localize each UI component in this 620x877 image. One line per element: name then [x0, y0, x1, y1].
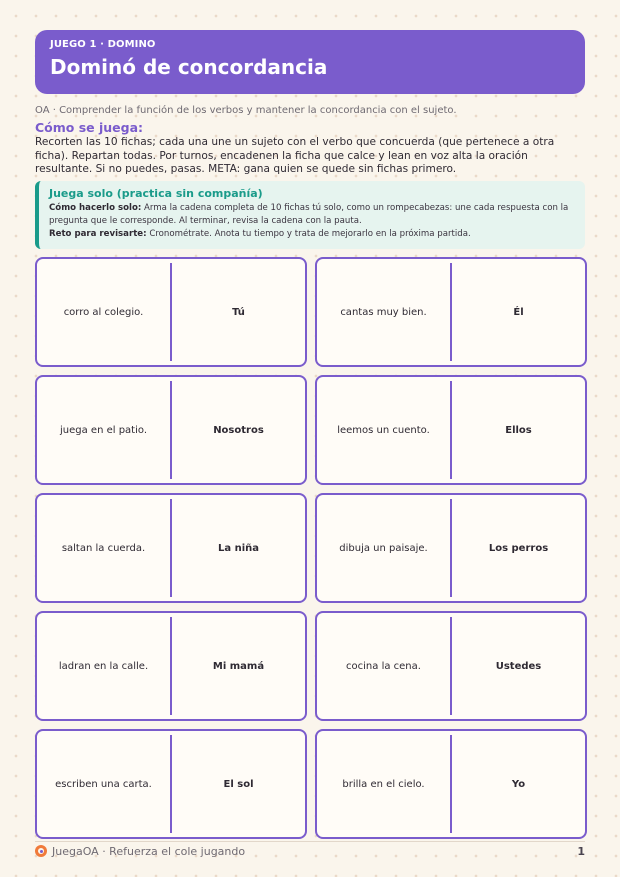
domino-tile	[35, 729, 307, 839]
domino-tile	[35, 257, 307, 367]
domino-tile	[315, 375, 587, 485]
tile-phrase: ladran en la calle.	[58, 660, 149, 672]
how-to-text: Recorten las 10 fichas; cada una une un sujeto con el verbo que concuerda (que pertenece a otra ficha). Repartan todas. Por turnos, encadenen la ficha que calce y lean en voz alta la oración resultante. Si no puedes, pasas. META: gana quien se quede sin fichas primero.	[35, 136, 555, 176]
domino-tile	[315, 257, 587, 367]
domino-tile	[315, 493, 587, 603]
solo-callout	[35, 181, 585, 249]
tile-subject: Yo	[511, 778, 526, 790]
footer-brand: JuegaOA · Refuerza el cole jugando	[52, 844, 246, 858]
tile-phrase: brilla en el cielo.	[342, 778, 425, 790]
how-to-heading: Cómo se juega:	[35, 120, 144, 135]
game-eyebrow: JUEGO 1 · DOMINO	[50, 39, 156, 50]
page-number: 1	[577, 844, 585, 858]
domino-grid	[35, 257, 586, 839]
domino-tile	[315, 729, 587, 839]
solo-title: Juega solo (practica sin compañía)	[49, 187, 263, 200]
tile-subject: El sol	[223, 778, 254, 790]
tile-phrase: cocina la cena.	[346, 660, 421, 672]
tile-phrase: leemos un cuento.	[337, 424, 430, 436]
tile-subject: Los perros	[488, 542, 549, 554]
tile-phrase: escriben una carta.	[55, 778, 152, 790]
tile-subject: Ellos	[505, 424, 532, 436]
tile-phrase: corro al colegio.	[63, 306, 144, 318]
solo-challenge-label: Reto para revisarte:	[49, 229, 147, 239]
domino-tile	[35, 375, 307, 485]
footer-divider	[35, 841, 585, 842]
header-banner	[35, 30, 585, 94]
solo-how-text: Arma la cadena completa de 10 fichas tú solo, como un rompecabezas: une cada respuesta con la pregunta que le corresponde. Al terminar, revisa la cadena con la pauta.	[49, 203, 569, 226]
objective-text: OA · Comprender la función de los verbos y mantener la concordancia con el sujeto.	[35, 105, 457, 116]
domino-tile	[35, 611, 307, 721]
solo-challenge-line	[49, 228, 575, 241]
tile-phrase: dibuja un paisaje.	[339, 542, 428, 554]
domino-tile	[315, 611, 587, 721]
tile-subject: Nosotros	[213, 424, 264, 436]
solo-how-label: Cómo hacerlo solo:	[49, 203, 142, 213]
tile-subject: Él	[513, 306, 524, 318]
footer	[35, 844, 585, 858]
tile-phrase: juega en el patio.	[60, 424, 147, 436]
tile-phrase: saltan la cuerda.	[61, 542, 146, 554]
solo-challenge-text: Cronométrate. Anota tu tiempo y trata de mejorarlo en la próxima partida.	[149, 229, 471, 239]
target-logo-icon	[35, 845, 47, 857]
tile-subject: Tú	[232, 306, 245, 318]
tile-subject: Ustedes	[495, 660, 542, 672]
tile-phrase: cantas muy bien.	[340, 306, 427, 318]
solo-how-line	[49, 202, 575, 227]
tile-subject: Mi mamá	[212, 660, 265, 672]
domino-tile	[35, 493, 307, 603]
tile-subject: La niña	[217, 542, 259, 554]
page-title: Dominó de concordancia	[50, 55, 328, 79]
